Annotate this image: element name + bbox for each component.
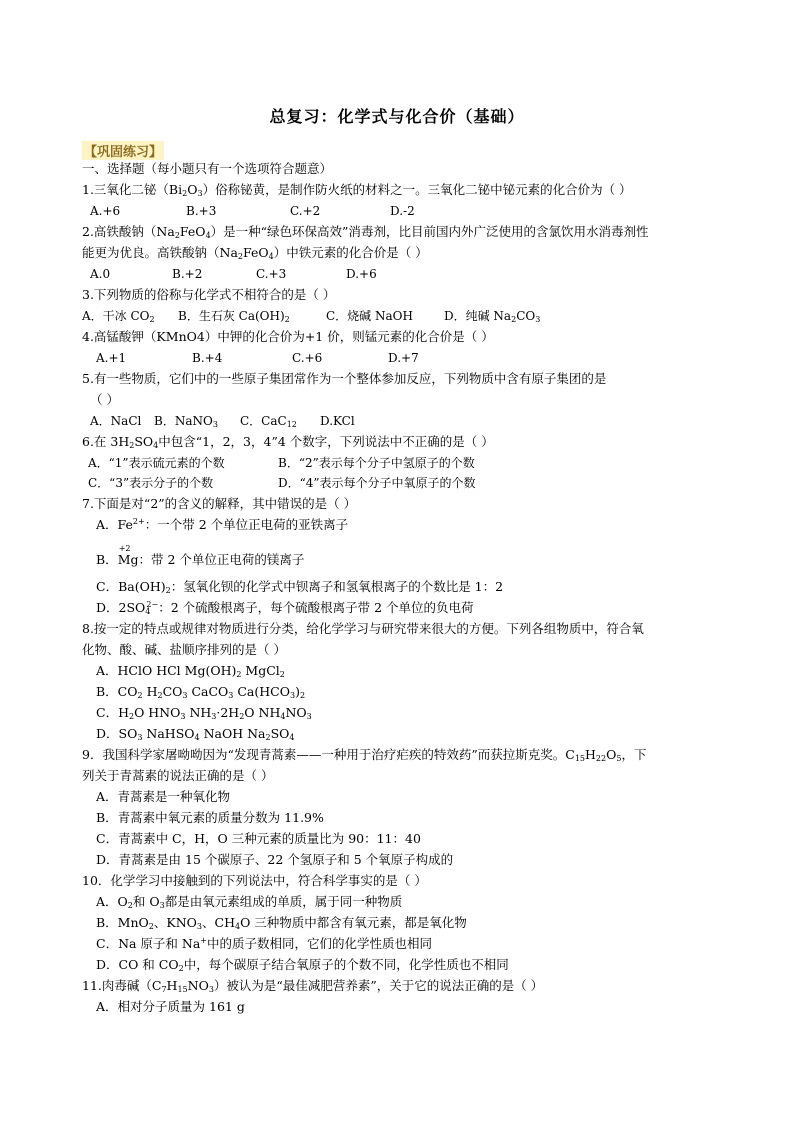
option-a: A.+6 (90, 204, 121, 218)
section-label: 【巩固练习】 (82, 141, 164, 160)
option-b: B.+3 (186, 204, 217, 218)
option-d: D.+6 (346, 267, 377, 281)
option-b: B．“2”表示每个分子中氢原子的个数 (278, 456, 475, 470)
question-11-option-a: A．相对分子质量为 161 g (96, 999, 245, 1014)
question-2-stem-line-2: 能更为优良。高铁酸钠$(Na_2FeO_4)$中铁元素的化合价是（ ） (82, 245, 428, 261)
option-c: C．CaC$_{12}$ (240, 414, 297, 429)
question-9-option-c: C．青蒿素中 C，H，O 三种元素的质量比为 90：11：40 (96, 831, 421, 846)
question-8-option-d: D．$SO_3$ NaHSO$_4$ NaOH $Na_2SO_4$ (96, 726, 295, 742)
option-b: B．NaNO$_3$ (154, 414, 218, 429)
option-d: D.+7 (388, 351, 419, 365)
option-d: D.KCl (320, 414, 355, 428)
option-d: D.-2 (390, 204, 415, 218)
question-10-option-a: A．$O_2$和 $O_3$都是由氧元素组成的单质，属于同一种物质 (96, 894, 403, 910)
question-10-option-b: B．MnO$_2$、$KNO_3$、$CH_4O$ 三种物质中都含有氧元素，都是氧化物 (96, 915, 467, 931)
option-a: A．NaCl (90, 414, 142, 428)
magnesium-valence-symbol: +2 Mg (117, 544, 139, 567)
question-9-option-b: B．青蒿素中氧元素的质量分数为 11.9% (96, 810, 324, 825)
option-c: C.+3 (256, 267, 287, 281)
question-8-option-b: B．$CO_2$ $H_2CO_3$ CaCO$_3$ $Ca(HCO_3)_2$ (96, 684, 306, 700)
option-a: A．“1”表示硫元素的个数 (88, 456, 225, 470)
question-3-stem: 3.下列物质的俗称与化学式不相符合的是（ ） (82, 287, 336, 302)
option-d: D．“4”表示每个分子中氧原子的个数 (278, 476, 476, 490)
question-7-option-d: D．$2SO_4^{2-}$：2 个硫酸根离子，每个硫酸根离子带 2 个单位的负电荷 (96, 600, 474, 616)
option-b: B.+2 (172, 267, 203, 281)
question-8-option-a: A．HClO HCl $Mg(OH)_2$ MgCl$_2$ (96, 663, 285, 679)
question-5-stem-line-1: 5.有一些物质，它们中的一些原子集团常作为一个整体参加反应，下列物质中含有原子集团的是 (82, 371, 607, 386)
question-11-stem: 11.肉毒碱$(C_7H_{15}NO_3)$被认为是“最佳减肥营养素”，关于它的说法正确的是（ ） (82, 978, 544, 994)
question-10-stem: 10．化学学习中接触到的下列说法中，符合科学事实的是（ ） (82, 873, 427, 888)
question-8-option-c: C．$H_2O$ $HNO_3$ $NH_3\cdot 2H_2O$ $NH_4NO_3$ (96, 705, 312, 721)
question-10-option-d: D．CO 和 $CO_2$中，每个碳原子结合氧原子的个数不同，化学性质也不相同 (96, 957, 509, 973)
question-7-stem: 7.下面是对“2”的含义的解释，其中错误的是（ ） (82, 496, 357, 511)
option-a: A．干冰 $CO_2$ (82, 309, 155, 324)
question-9-stem-line-2: 列关于青蒿素的说法正确的是（ ） (82, 768, 274, 783)
option-a: A.+1 (96, 351, 127, 365)
question-8-stem-line-1: 8.按一定的特点或规律对物质进行分类，给化学学习与研究带来很大的方便。下列各组物质中，符合氧 (82, 621, 644, 636)
question-9-option-a: A．青蒿素是一种氧化物 (96, 789, 231, 804)
option-d: D．纯碱 $Na_2CO_3$ (444, 309, 541, 324)
option-c: C．烧碱 NaOH (326, 309, 413, 323)
question-9-stem-line-1: 9．我国科学家屠呦呦因为“发现青蒿素——一种用于治疗疟疾的特效药”而获拉斯克奖。$C_{15}H_{22}O_5$，下 (82, 747, 647, 763)
option-c: C.+2 (290, 204, 321, 218)
question-2-stem-line-1: 2.高铁酸钠$(Na_2FeO_4)$是一种“绿色环保高效”消毒剂，比目前国内外广泛使用的含氯饮用水消毒剂性 (82, 224, 649, 240)
option-c: C．“3”表示分子的个数 (88, 476, 214, 490)
question-8-stem-line-2: 化物、酸、碱、盐顺序排列的是（ ） (82, 642, 286, 657)
question-7-option-b: B． +2 Mg：带 2 个单位正电荷的镁离子 (96, 544, 305, 567)
option-b: B.+4 (192, 351, 223, 365)
question-6-stem: 6.在 $3H_2SO_4$中包含“1，2，3，4”4 个数字，下列说法中不正确的是（ ） (82, 434, 494, 450)
question-1-stem: 1.三氧化二铋$(Bi_2O_3)$俗称铋黄，是制作防火纸的材料之一。三氧化二铋中铋元素的化合价为（ ） (82, 182, 632, 198)
question-5-stem-line-2: （ ） (90, 392, 119, 407)
question-9-option-d: D．青蒿素是由 15 个碳原子、22 个氢原子和 5 个氧原子构成的 (96, 852, 454, 867)
page-title: 总复习：化学式与化合价（基础） (269, 107, 525, 126)
question-4-stem: 4.高锰酸钾（KMnO4）中钾的化合价为+1 价，则锰元素的化合价是（ ） (82, 329, 494, 344)
question-10-option-c: C．Na 原子和 Na+中的质子数相同，它们的化学性质也相同 (96, 936, 433, 951)
option-b: B．生石灰 $Ca(OH)_2$ (178, 309, 290, 324)
question-7-option-a: A．$Fe^{2+}$：一个带 2 个单位正电荷的亚铁离子 (96, 517, 349, 532)
question-7-option-c: C．$Ba(OH)_2$：氢氧化钡的化学式中钡离子和氢氧根离子的个数比是 1：2 (96, 579, 504, 595)
section-intro: 一、选择题（每小题只有一个选项符合题意） (82, 161, 333, 176)
option-a: A.0 (90, 267, 111, 281)
option-c: C.+6 (292, 351, 323, 365)
